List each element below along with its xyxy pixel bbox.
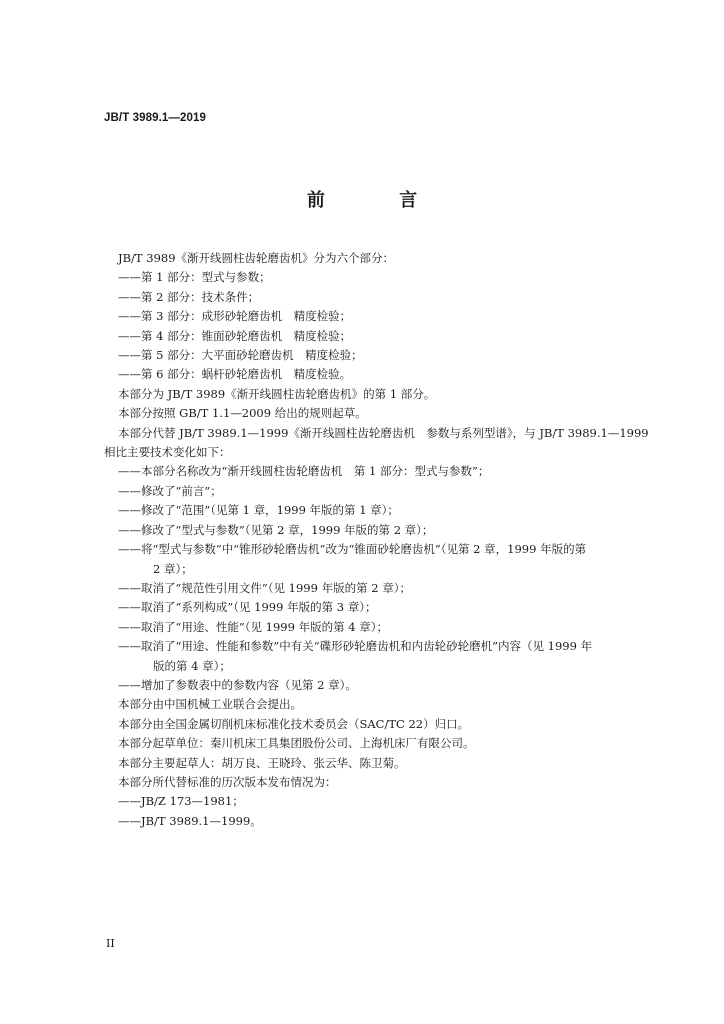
paragraph-line: ——取消了“规范性引用文件”（见 1999 年版的第 2 章）； (118, 580, 411, 595)
paragraph-line: 本部分起草单位：秦川机床工具集团股份公司、上海机床厂有限公司。 (118, 736, 475, 751)
paragraph-line: 本部分为 JB/T 3989《渐开线圆柱齿轮磨齿机》的第 1 部分。 (118, 386, 436, 401)
paragraph-line: ——修改了“型式与参数”（见第 2 章，1999 年版的第 2 章）； (118, 522, 434, 537)
paragraph-line: ——JB/Z 173—1981； (118, 794, 244, 809)
paragraph-line: 本部分代替 JB/T 3989.1—1999《渐开线圆柱齿轮磨齿机 参数与系列型谱》，与 JB/T 3989.1—1999 (118, 425, 649, 440)
paragraph-line: 本部分由中国机械工业联合会提出。 (118, 697, 302, 712)
paragraph-line: 版的第 4 章）； (153, 658, 231, 673)
paragraph-line: ——本部分名称改为“渐开线圆柱齿轮磨齿机 第 1 部分：型式与参数”； (118, 464, 490, 479)
paragraph-line: ——取消了“用途、性能”（见 1999 年版的第 4 章）； (118, 619, 388, 634)
paragraph-line: 2 章）； (153, 561, 193, 576)
paragraph-line: 相比主要技术变化如下： (104, 445, 231, 460)
page-title: 前 言 (306, 190, 452, 211)
page-number: II (106, 937, 115, 950)
paragraph-line: ——第 4 部分：锥面砂轮磨齿机 精度检验； (118, 328, 352, 343)
foreword-body (104, 249, 649, 831)
paragraph-line: ——JB/T 3989.1—1999。 (118, 813, 262, 828)
paragraph-line: JB/T 3989《渐开线圆柱齿轮磨齿机》分为六个部分： (118, 251, 395, 265)
paragraph-line: ——第 2 部分：技术条件； (118, 289, 260, 304)
paragraph-line: ——第 3 部分：成形砂轮磨齿机 精度检验； (118, 309, 352, 324)
paragraph-line: ——将“型式与参数”中“锥形砂轮磨齿机”改为“锥面砂轮磨齿机”（见第 2 章，1999 年版的第 (118, 542, 587, 557)
paragraph-line: 本部分按照 GB/T 1.1—2009 给出的规则起草。 (118, 406, 367, 421)
paragraph-line: 本部分主要起草人：胡万良、王晓玲、张云华、陈卫菊。 (118, 755, 406, 770)
standard-code: JB/T 3989.1—2019 (104, 112, 206, 124)
paragraph-line: 本部分由全国金属切削机床标准化技术委员会（SAC/TC 22）归口。 (118, 716, 470, 731)
paragraph-line: ——增加了参数表中的参数内容（见第 2 章）。 (118, 677, 357, 692)
paragraph-line: ——取消了“用途、性能和参数”中有关“碟形砂轮磨齿机和内齿轮砂轮磨机”内容（见 1999 年 (118, 639, 593, 654)
paragraph-line: 本部分所代替标准的历次版本发布情况为： (118, 774, 337, 789)
paragraph-line: ——第 5 部分：大平面砂轮磨齿机 精度检验； (118, 348, 363, 363)
paragraph-line: ——第 6 部分：蜗杆砂轮磨齿机 精度检验。 (118, 367, 352, 382)
paragraph-line: ——修改了“前言”； (118, 483, 222, 498)
paragraph-line: ——取消了“系列构成”（见 1999 年版的第 3 章）； (118, 600, 377, 615)
paragraph-line: ——第 1 部分：型式与参数； (118, 270, 271, 285)
paragraph-line: ——修改了“范围”（见第 1 章，1999 年版的第 1 章）； (118, 503, 399, 518)
